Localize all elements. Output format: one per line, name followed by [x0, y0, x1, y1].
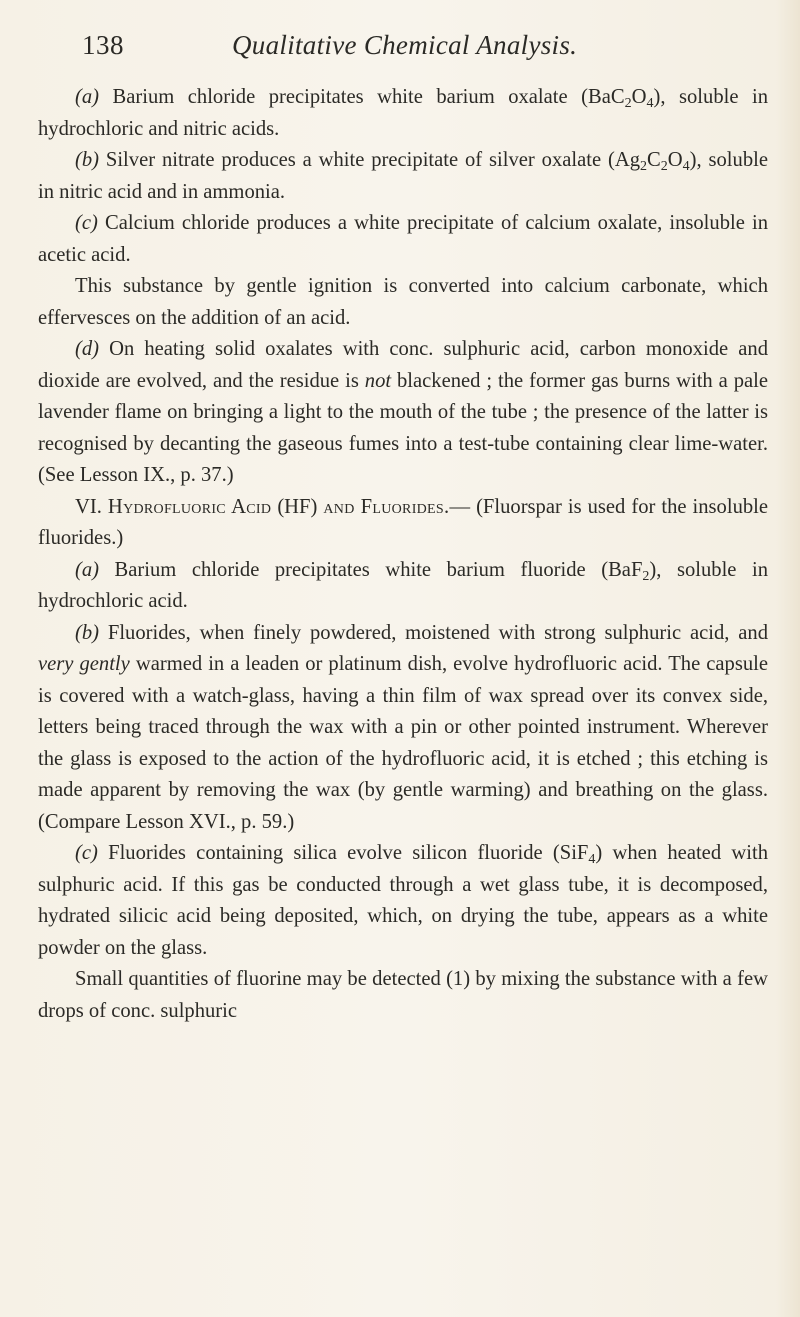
paragraph-fluoride-a: (a) Barium chloride precipitates white barium fluoride (BaF$_2$), soluble in hydrochloric acid.: [38, 558, 768, 612]
paragraph-fluoride-c: (c) Fluorides containing silica evolve silicon fluoride (SiF$_4$) when heated with sulphuric acid. If this gas be conducted through a wet glass tube, it is decomposed, hydrated silicic acid being deposited, which, on drying the tube, appears as a white powder on the glass.: [38, 842, 768, 959]
item-label: (a): [75, 86, 100, 108]
section-heading-vi: [38, 492, 768, 555]
page-header: [82, 30, 782, 70]
emphasis: not: [364, 369, 392, 392]
item-label: (b): [75, 621, 100, 644]
section-and: and: [323, 495, 355, 518]
paragraph-oxalate-a: (a) Barium chloride precipitates white barium oxalate $(BaC_2O_4)$, soluble in hydrochloric and nitric acids.: [38, 86, 768, 140]
paragraph-fluoride-b: (b) Fluorides, when finely powdered, moistened with strong sulphuric acid, and very gently warmed in a leaden or platinum dish, evolve hydrofluoric acid. The capsule is covered with a watch-glass, having a thin film of wax spread over its convex side, letters being traced through the wax with a pin or other pointed instrument. Wherever the glass is exposed to the action of the hydrofluoric acid, it is etched ; this etching is made apparent by removing the wax (by gentle warming) and breathing on the glass. (Compare Lesson XVI., p. 59.): [38, 621, 768, 833]
section-dash: —: [449, 495, 471, 518]
section-note: (Fluorspar is used for the insoluble fluorides.): [38, 495, 769, 549]
paragraph-oxalate-d: (d) On heating solid oxalates with conc. sulphuric acid, carbon monoxide and dioxide are evolved, and the residue is not blackened ; the former gas burns with a pale lavender flame on bringing a light to the mouth of the tube ; the presence of the latter is recognised by decanting the gaseous fumes into a test-tube containing clear lime-water. (See Lesson IX., p. 37.): [38, 338, 768, 486]
item-label: (c): [75, 842, 98, 864]
paragraph-closing: Small quantities of fluorine may be detected (1) by mixing the substance with a few drops of conc. sulphuric: [38, 968, 768, 1022]
paragraph-oxalate-c-note: This substance by gentle ignition is converted into calcium carbonate, which effervesces on the addition of an acid.: [38, 275, 768, 329]
item-label: (b): [75, 149, 100, 171]
section-title-2: Fluorides.: [360, 495, 450, 518]
paragraph-oxalate-c: (c) Calcium chloride produces a white precipitate of calcium oxalate, insoluble in acetic acid.: [38, 212, 768, 266]
section-title: Hydrofluoric Acid: [107, 495, 272, 518]
emphasis: very gently: [38, 653, 130, 675]
page-number: 138: [82, 30, 124, 60]
paragraph-oxalate-b: (b) Silver nitrate produces a white precipitate of silver oxalate $(Ag_2C_2O_4)$, soluble in nitric acid and in ammonia.: [38, 149, 768, 203]
item-label: (d): [75, 338, 100, 360]
body-text: [38, 82, 768, 1027]
section-numeral: VI.: [75, 495, 102, 518]
running-title: Qualitative Chemical Analysis.: [232, 30, 578, 60]
section-formula: (HF): [277, 495, 318, 518]
item-label: (c): [75, 212, 98, 234]
item-label: (a): [75, 558, 100, 581]
